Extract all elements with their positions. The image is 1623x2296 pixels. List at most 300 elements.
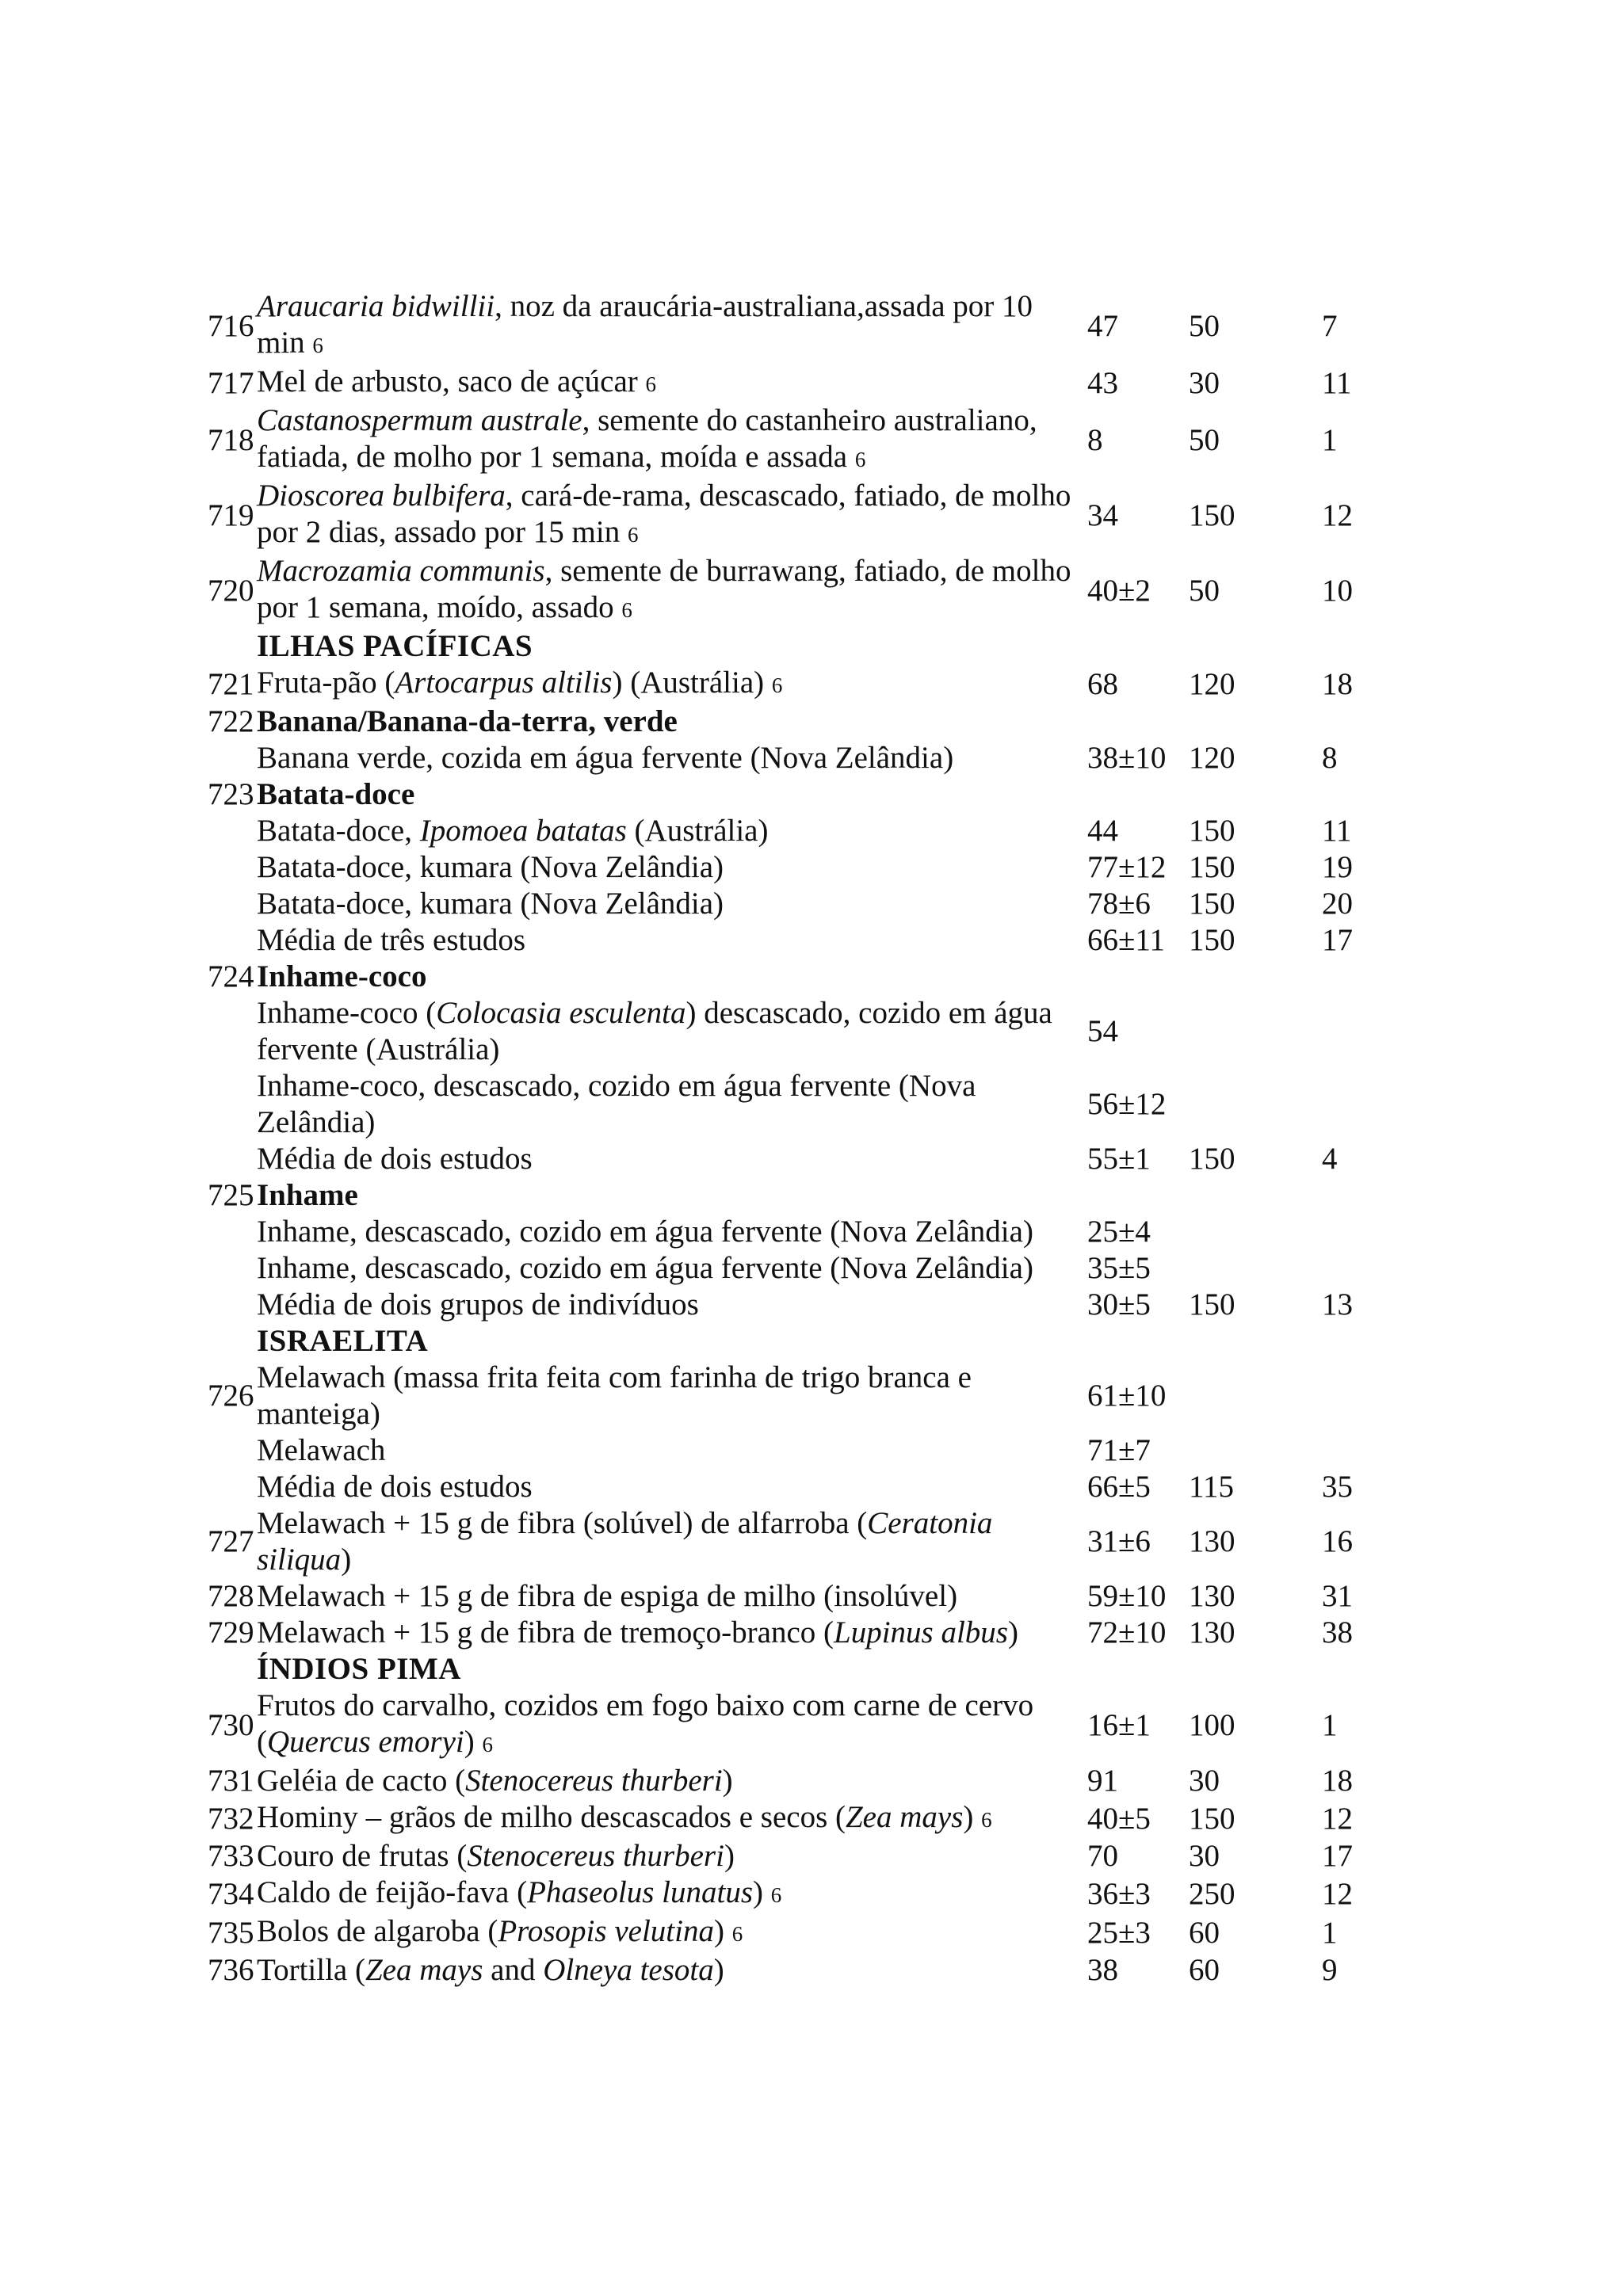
item-number: 723: [208, 777, 254, 811]
description-text: Melawach + 15 g de fibra de espiga de milho (insolúvel): [257, 1579, 958, 1613]
food-description: [257, 1250, 1087, 1287]
glycemic-index-value: 66±11: [1087, 923, 1165, 957]
description-text: Bolos de algaroba (: [257, 1914, 498, 1948]
table-row: [208, 813, 1381, 849]
glycemic-load-value: 20: [1322, 887, 1353, 921]
item-number: 716: [208, 308, 254, 343]
serving-size-value: 250: [1189, 1876, 1235, 1911]
table-row: [208, 1505, 1381, 1578]
description-text: Couro de frutas (: [257, 1839, 468, 1873]
item-number: [208, 1287, 257, 1323]
glycemic-index-value: 56±12: [1087, 1087, 1167, 1121]
food-description: [257, 1323, 1087, 1360]
serving-size-value: [1189, 704, 1322, 740]
table-row: [208, 1141, 1381, 1177]
glycemic-index-value: 44: [1087, 814, 1118, 848]
glycemic-index-value: 91: [1087, 1764, 1118, 1798]
glycemic-load-value: [1322, 1177, 1381, 1214]
scientific-name: Colocasia esculenta: [436, 996, 686, 1030]
glycemic-index-value: 16±1: [1087, 1707, 1151, 1742]
glycemic-index-value: 25±3: [1087, 1915, 1151, 1950]
glycemic-load-value: 8: [1322, 741, 1338, 775]
table-row: [208, 1287, 1381, 1323]
food-description: [257, 959, 1087, 995]
description-text: ): [753, 1875, 771, 1909]
item-number: 725: [208, 1178, 254, 1212]
serving-size-value: 30: [1189, 1839, 1220, 1873]
food-description: [257, 553, 1087, 628]
serving-size-value: 120: [1189, 741, 1235, 775]
description-text: Frutos do carvalho, cozidos em fogo baixo com carne de cervo (: [257, 1688, 1034, 1759]
description-text: Geléia de cacto (: [257, 1764, 466, 1798]
food-description: [257, 886, 1087, 922]
glycemic-load-value: 31: [1322, 1579, 1353, 1613]
glycemic-load-value: [1322, 1214, 1381, 1250]
food-description: [257, 704, 1087, 740]
food-description: [257, 1469, 1087, 1505]
glycemic-index-value: 61±10: [1087, 1379, 1167, 1413]
table-row: [208, 402, 1381, 478]
serving-size-value: [1189, 995, 1322, 1068]
food-group-heading: Inhame: [257, 1178, 358, 1212]
serving-size-value: 60: [1189, 1915, 1220, 1950]
reference-marker: 6: [482, 1733, 493, 1756]
description-text: Melawach + 15 g de fibra (solúvel) de alfarroba (: [257, 1506, 868, 1540]
item-number: 730: [208, 1707, 254, 1742]
glycemic-index-value: 34: [1087, 498, 1118, 532]
serving-size-value: 115: [1189, 1470, 1235, 1504]
glycemic-index-value: 8: [1087, 422, 1103, 457]
food-description: [257, 1913, 1087, 1952]
description-text: Fruta-pão (: [257, 666, 395, 700]
glycemic-index-value: 55±1: [1087, 1142, 1151, 1176]
serving-size-value: 50: [1189, 422, 1220, 457]
table-row: [208, 1214, 1381, 1250]
glycemic-index-value: 72±10: [1087, 1615, 1167, 1650]
description-text: , noz da araucária-australiana,assada por 10 min: [257, 289, 1033, 360]
scientific-name: Ceratonia siliqua: [257, 1506, 993, 1577]
table-row: [208, 1651, 1381, 1688]
glycemic-index-value: 40±5: [1087, 1801, 1151, 1836]
item-number: [208, 1250, 257, 1287]
description-text: Mel de arbusto, saco de açúcar: [257, 364, 646, 399]
food-description: [257, 740, 1087, 776]
item-number: [208, 1651, 257, 1688]
serving-size-value: [1189, 959, 1322, 995]
glycemic-index-value: 47: [1087, 308, 1118, 343]
description-text: Tortilla (: [257, 1953, 365, 1987]
item-number: [208, 1214, 257, 1250]
glycemic-index-value: [1087, 959, 1189, 995]
table-row: [208, 995, 1381, 1068]
glycemic-load-value: [1322, 1432, 1381, 1469]
food-description: [257, 813, 1087, 849]
table-row: [208, 1615, 1381, 1651]
serving-size-value: [1189, 628, 1322, 665]
item-number: [208, 1323, 257, 1360]
food-description: [257, 1432, 1087, 1469]
scientific-name: Artocarpus altilis: [395, 666, 613, 700]
glycemic-index-value: 71±7: [1087, 1433, 1151, 1467]
serving-size-value: [1189, 1214, 1322, 1250]
food-description: [257, 1651, 1087, 1688]
food-description: [257, 1838, 1087, 1875]
description-text: Inhame, descascado, cozido em água fervente (Nova Zelândia): [257, 1251, 1033, 1285]
food-description: [257, 1287, 1087, 1323]
table-row: [208, 364, 1381, 402]
description-text: ) descascado, cozido em água fervente (Austrália): [257, 996, 1052, 1066]
description-text: Inhame-coco (: [257, 996, 437, 1030]
item-number: 735: [208, 1915, 254, 1950]
reference-marker: 6: [621, 598, 632, 622]
glycemic-index-value: [1087, 704, 1189, 740]
glycemic-load-value: [1322, 959, 1381, 995]
food-description: [257, 1875, 1087, 1913]
glycemic-index-value: 31±6: [1087, 1524, 1151, 1558]
item-number: 722: [208, 704, 254, 738]
food-description: [257, 628, 1087, 665]
glycemic-load-value: 38: [1322, 1615, 1353, 1650]
food-description: [257, 478, 1087, 553]
item-number: [208, 849, 257, 886]
table-row: [208, 478, 1381, 553]
table-row: [208, 959, 1381, 995]
glycemic-load-value: [1322, 1068, 1381, 1141]
serving-size-value: 150: [1189, 850, 1235, 884]
description-text: ): [722, 1764, 733, 1798]
description-text: , cará-de-rama, descascado, fatiado, de molho por 2 dias, assado por 15 min: [257, 479, 1071, 549]
glycemic-load-value: [1322, 776, 1381, 813]
item-number: 719: [208, 498, 254, 532]
glycemic-index-value: 35±5: [1087, 1251, 1151, 1285]
food-description: [257, 776, 1087, 813]
serving-size-value: 130: [1189, 1524, 1235, 1558]
table-row: [208, 922, 1381, 959]
table-row: [208, 1250, 1381, 1287]
glycemic-index-value: [1087, 1323, 1189, 1360]
section-heading: ILHAS PACÍFICAS: [257, 629, 533, 663]
glycemic-load-value: 1: [1322, 422, 1338, 457]
scientific-name: Quercus emoryi: [267, 1725, 464, 1759]
item-number: [208, 813, 257, 849]
reference-marker: 6: [731, 1922, 743, 1946]
item-number: 726: [208, 1379, 254, 1413]
food-description: [257, 849, 1087, 886]
item-number: [208, 1469, 257, 1505]
description-text: Melawach + 15 g de fibra de tremoço-branco (: [257, 1615, 834, 1650]
food-group-heading: Inhame-coco: [257, 959, 427, 994]
item-number: 736: [208, 1953, 254, 1987]
glycemic-index-value: 54: [1087, 1014, 1118, 1048]
food-description: [257, 1141, 1087, 1177]
description-text: ): [1007, 1615, 1018, 1650]
table-row: [208, 776, 1381, 813]
item-number: [208, 1068, 257, 1141]
glycemic-index-value: 77±12: [1087, 850, 1167, 884]
serving-size-value: 130: [1189, 1579, 1235, 1613]
glycemic-load-value: 1: [1322, 1915, 1338, 1950]
table-row: [208, 704, 1381, 740]
item-number: 720: [208, 573, 254, 608]
item-number: 717: [208, 365, 254, 400]
scientific-name: Stenocereus thurberi: [467, 1839, 724, 1873]
description-text: Média de dois grupos de indivíduos: [257, 1287, 699, 1322]
scientific-name: Prosopis velutina: [498, 1914, 714, 1948]
glycemic-index-value: [1087, 776, 1189, 813]
food-description: [257, 402, 1087, 478]
scientific-name: Macrozamia communis: [257, 554, 545, 588]
item-number: 728: [208, 1579, 254, 1613]
description-text: Média de dois estudos: [257, 1142, 533, 1176]
glycemic-index-value: 30±5: [1087, 1287, 1151, 1322]
scientific-name: Stenocereus thurberi: [465, 1764, 723, 1798]
food-description: [257, 922, 1087, 959]
item-number: 724: [208, 959, 254, 994]
reference-marker: 6: [627, 523, 639, 547]
food-description: [257, 364, 1087, 402]
serving-size-value: 120: [1189, 666, 1235, 701]
item-number: [208, 740, 257, 776]
table-row: [208, 1068, 1381, 1141]
table-row: [208, 665, 1381, 704]
description-text: , semente de burrawang, fatiado, de molho por 1 semana, moído, assado: [257, 554, 1071, 624]
description-text: Média de três estudos: [257, 923, 526, 957]
table-row: [208, 1838, 1381, 1875]
serving-size-value: [1189, 1068, 1322, 1141]
glycemic-load-value: 12: [1322, 1801, 1353, 1836]
description-text: Inhame, descascado, cozido em água fervente (Nova Zelândia): [257, 1215, 1033, 1249]
description-text: (Austrália): [626, 814, 769, 848]
description-text: Batata-doce, kumara (Nova Zelândia): [257, 887, 724, 921]
item-number: [208, 628, 257, 665]
description-text: Inhame-coco, descascado, cozido em água fervente (Nova Zelândia): [257, 1069, 976, 1139]
item-number: 718: [208, 422, 254, 457]
food-description: [257, 1615, 1087, 1651]
glycemic-index-value: [1087, 1177, 1189, 1214]
food-description: [257, 1068, 1087, 1141]
section-heading: ÍNDIOS PIMA: [257, 1652, 461, 1686]
glycemic-index-value: 68: [1087, 666, 1118, 701]
serving-size-value: [1189, 1250, 1322, 1287]
glycemic-load-value: 11: [1322, 814, 1352, 848]
food-description: [257, 1177, 1087, 1214]
description-text: Batata-doce, kumara (Nova Zelândia): [257, 850, 724, 884]
table-row: [208, 1469, 1381, 1505]
glycemic-index-value: 38: [1087, 1953, 1118, 1987]
table-row: [208, 1432, 1381, 1469]
item-number: 732: [208, 1801, 254, 1836]
item-number: [208, 1432, 257, 1469]
serving-size-value: 100: [1189, 1707, 1235, 1742]
glycemic-index-value: [1087, 628, 1189, 665]
glycemic-index-value: 70: [1087, 1839, 1118, 1873]
serving-size-value: 130: [1189, 1615, 1235, 1650]
reference-marker: 6: [770, 1883, 782, 1907]
table-row: [208, 288, 1381, 364]
reference-marker: 6: [854, 448, 866, 471]
serving-size-value: 30: [1189, 365, 1220, 400]
item-number: 729: [208, 1615, 254, 1650]
table-row: [208, 1578, 1381, 1615]
food-group-heading: Batata-doce: [257, 777, 415, 811]
item-number: 734: [208, 1876, 254, 1911]
table-row: [208, 1799, 1381, 1838]
serving-size-value: [1189, 776, 1322, 813]
reference-marker: 6: [645, 372, 657, 396]
serving-size-value: [1189, 1360, 1322, 1432]
glycemic-load-value: [1322, 1651, 1381, 1688]
glycemic-load-value: 18: [1322, 666, 1353, 701]
table-row: [208, 1323, 1381, 1360]
item-number: 733: [208, 1839, 254, 1873]
reference-marker: 6: [981, 1808, 992, 1832]
serving-size-value: [1189, 1432, 1322, 1469]
table-row: [208, 1688, 1381, 1763]
food-description: [257, 1763, 1087, 1799]
food-description: [257, 665, 1087, 704]
glycemic-index-value: 25±4: [1087, 1215, 1151, 1249]
glycemic-load-value: 19: [1322, 850, 1353, 884]
glycemic-load-value: 10: [1322, 573, 1353, 608]
table-row: [208, 1875, 1381, 1913]
serving-size-value: 150: [1189, 887, 1235, 921]
serving-size-value: 30: [1189, 1764, 1220, 1798]
glycemic-index-value: [1087, 1651, 1189, 1688]
glycemic-load-value: 17: [1322, 923, 1353, 957]
description-text: Melawach: [257, 1433, 386, 1467]
glycemic-load-value: 1: [1322, 1707, 1338, 1742]
serving-size-value: 150: [1189, 1801, 1235, 1836]
glycemic-index-table: [208, 288, 1381, 1989]
serving-size-value: 150: [1189, 1142, 1235, 1176]
item-number: [208, 995, 257, 1068]
table-row: [208, 1913, 1381, 1952]
food-description: [257, 1214, 1087, 1250]
scientific-name: Castanospermum australe: [257, 403, 582, 437]
reference-marker: 6: [312, 334, 323, 357]
table-row: [208, 849, 1381, 886]
scientific-name: Zea mays: [365, 1953, 483, 1987]
reference-marker: 6: [771, 673, 783, 697]
glycemic-load-value: [1322, 995, 1381, 1068]
glycemic-load-value: 4: [1322, 1142, 1338, 1176]
glycemic-index-value: 78±6: [1087, 887, 1151, 921]
food-description: [257, 1360, 1087, 1432]
table-row: [208, 1177, 1381, 1214]
description-text: and: [483, 1953, 544, 1987]
serving-size-value: 150: [1189, 498, 1235, 532]
table-row: [208, 1360, 1381, 1432]
glycemic-load-value: [1322, 1323, 1381, 1360]
scientific-name: Ipomoea batatas: [419, 814, 627, 848]
table-row: [208, 886, 1381, 922]
glycemic-index-value: 38±10: [1087, 741, 1167, 775]
description-text: Caldo de feijão-fava (: [257, 1875, 528, 1909]
description-text: ): [713, 1914, 732, 1948]
scientific-name: Araucaria bidwillii: [257, 289, 495, 323]
description-text: ): [464, 1725, 483, 1759]
scientific-name: Dioscorea bulbifera: [257, 479, 506, 513]
item-number: [208, 886, 257, 922]
glycemic-load-value: [1322, 1250, 1381, 1287]
glycemic-index-value: 59±10: [1087, 1579, 1167, 1613]
glycemic-load-value: 7: [1322, 308, 1338, 343]
scientific-name: Zea mays: [845, 1800, 964, 1834]
table-row: [208, 553, 1381, 628]
section-heading: ISRAELITA: [257, 1324, 429, 1358]
glycemic-load-value: 16: [1322, 1524, 1353, 1558]
serving-size-value: 150: [1189, 814, 1235, 848]
description-text: Hominy – grãos de milho descascados e secos (: [257, 1800, 846, 1834]
serving-size-value: [1189, 1323, 1322, 1360]
description-text: Melawach (massa frita feita com farinha de trigo branca e manteiga): [257, 1360, 972, 1431]
glycemic-load-value: [1322, 704, 1381, 740]
table-row: [208, 628, 1381, 665]
description-text: ): [341, 1543, 352, 1577]
glycemic-load-value: 12: [1322, 1876, 1353, 1911]
table-row: [208, 1952, 1381, 1989]
food-description: [257, 1688, 1087, 1763]
glycemic-index-value: 66±5: [1087, 1470, 1151, 1504]
food-description: [257, 1505, 1087, 1578]
item-number: 721: [208, 666, 254, 701]
glycemic-index-value: 40±2: [1087, 573, 1151, 608]
serving-size-value: 150: [1189, 923, 1235, 957]
table-body: [208, 288, 1381, 1989]
glycemic-load-value: 9: [1322, 1953, 1338, 1987]
food-description: [257, 1799, 1087, 1838]
description-text: Banana verde, cozida em água fervente (Nova Zelândia): [257, 741, 954, 775]
glycemic-load-value: 12: [1322, 498, 1353, 532]
description-text: ) (Austrália): [612, 666, 772, 700]
serving-size-value: [1189, 1651, 1322, 1688]
item-number: 731: [208, 1764, 254, 1798]
description-text: Média de dois estudos: [257, 1470, 533, 1504]
item-number: 727: [208, 1524, 254, 1558]
scientific-name: Lupinus albus: [834, 1615, 1008, 1650]
scientific-name: Phaseolus lunatus: [527, 1875, 754, 1909]
glycemic-index-value: 36±3: [1087, 1876, 1151, 1911]
item-number: [208, 1141, 257, 1177]
description-text: Batata-doce,: [257, 814, 420, 848]
food-description: [257, 1578, 1087, 1615]
food-description: [257, 1952, 1087, 1989]
description-text: , semente do castanheiro australiano, fatiada, de molho por 1 semana, moída e assada: [257, 403, 1037, 474]
food-description: [257, 288, 1087, 364]
serving-size-value: 60: [1189, 1953, 1220, 1987]
glycemic-index-value: 43: [1087, 365, 1118, 400]
food-group-heading: Banana/Banana-da-terra, verde: [257, 704, 678, 738]
serving-size-value: 50: [1189, 573, 1220, 608]
serving-size-value: 150: [1189, 1287, 1235, 1322]
serving-size-value: 50: [1189, 308, 1220, 343]
food-description: [257, 995, 1087, 1068]
glycemic-load-value: [1322, 1360, 1381, 1432]
description-text: ): [724, 1839, 735, 1873]
glycemic-load-value: 13: [1322, 1287, 1353, 1322]
scientific-name: Olneya tesota: [543, 1953, 714, 1987]
description-text: ): [963, 1800, 982, 1834]
description-text: ): [713, 1953, 724, 1987]
glycemic-load-value: 35: [1322, 1470, 1353, 1504]
glycemic-load-value: 17: [1322, 1839, 1353, 1873]
glycemic-load-value: 11: [1322, 365, 1352, 400]
glycemic-load-value: [1322, 628, 1381, 665]
serving-size-value: [1189, 1177, 1322, 1214]
item-number: [208, 922, 257, 959]
table-row: [208, 1763, 1381, 1799]
table-row: [208, 740, 1381, 776]
